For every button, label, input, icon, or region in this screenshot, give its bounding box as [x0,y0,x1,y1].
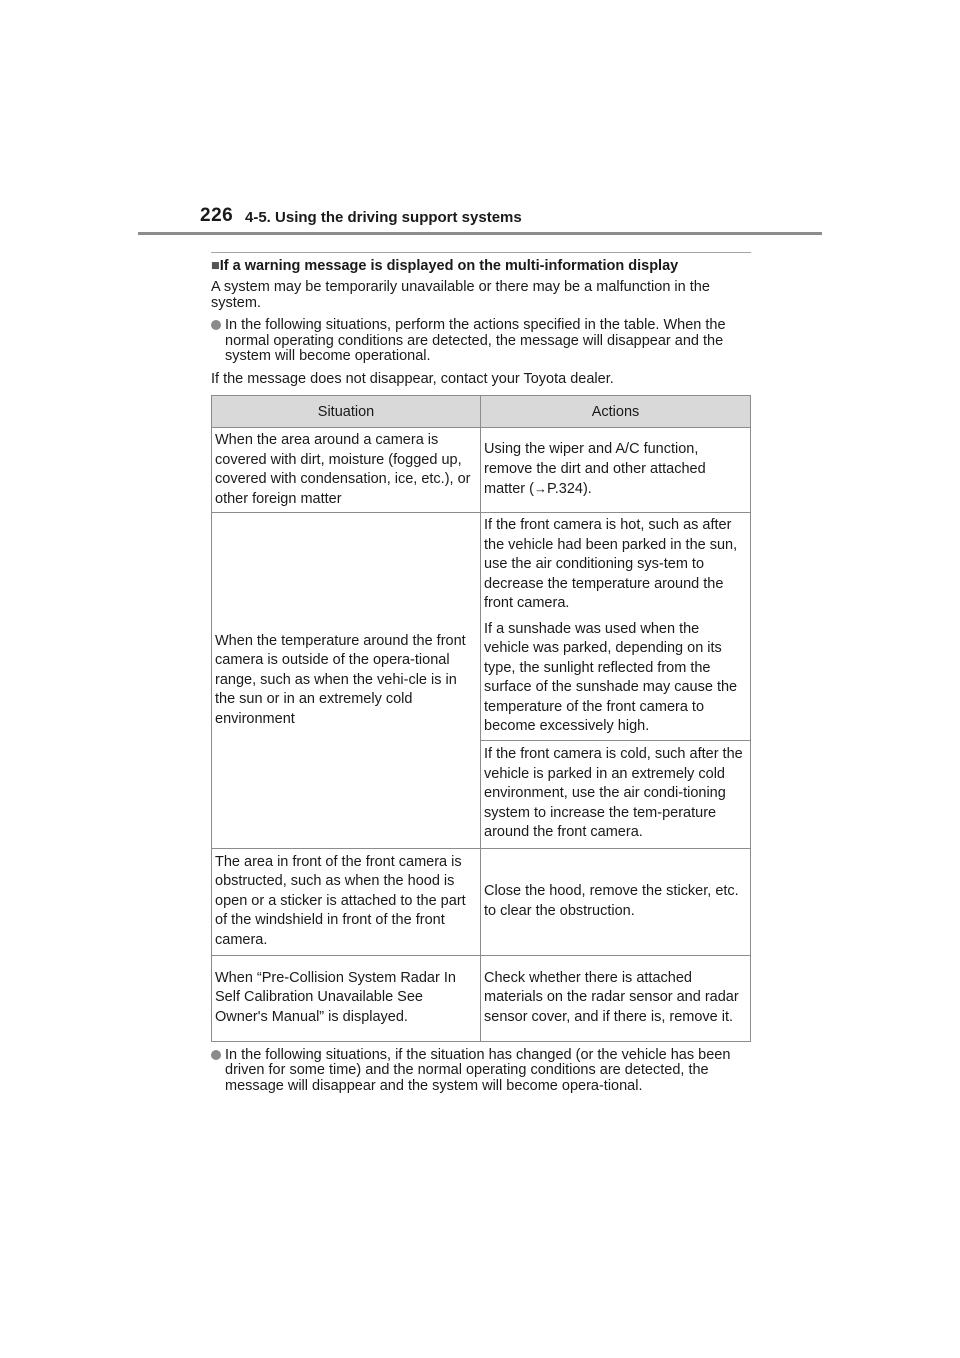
action-cell: Check whether there is attached materials on the radar sensor and radar sensor cover, and if there is, remove it. [481,955,751,1041]
dealer-note: If the message does not disappear, contact your Toyota dealer. [211,370,614,387]
page-reference: P.324). [546,481,592,498]
action-sunshade-text: If a sunshade was used when the vehicle was parked, depending on its type, the sunlight reflected from the surface of the sunshade may cause the temperature of the front camera to become excessively high. [484,620,738,734]
warning-actions-table [211,395,751,1042]
bullet-item [211,318,751,365]
subheading-divider [211,252,751,253]
table-row [212,955,751,1041]
table-row [212,848,751,955]
section-title: 4-5. Using the driving support systems [245,209,522,226]
bullet-item [211,1048,751,1095]
bullet-text: In the following situations, perform the actions specified in the table. When the normal operating conditions are detected, the message will disappear and the system will become operational. [225,317,726,364]
main-content [211,252,751,1101]
column-header-situation: Situation [212,396,481,428]
intro-paragraph: A system may be temporarily unavailable or there may be a malfunction in the system. [211,279,710,311]
arrow-right-icon: → [533,481,547,497]
table-row [212,513,751,741]
page-header [0,0,960,240]
action-cell [481,428,751,513]
action-text: Using the wiper and A/C function, remove the dirt and other attached matter ( [484,441,706,498]
action-cell: If the front camera is cold, such after the vehicle is parked in an extremely cold environment, use the air condi-tioning system to increase the tem-perature around the front camera. [481,740,751,848]
situation-cell: When the area around a camera is covered with dirt, moisture (fogged up, covered with condensation, ice, etc.), or other foreign matter [212,428,481,513]
subheading [211,258,751,275]
action-cell [481,513,751,741]
action-hot-text: If the front camera is hot, such as after the vehicle had been parked in the sun, use the air conditioning sys-tem to decrease the temperature around the front camera. [484,517,738,611]
situation-cell: When the temperature around the front camera is outside of the opera-tional range, such as when the vehi-cle is in the sun or in an extremely cold environment [212,513,481,849]
situation-cell: When “Pre-Collision System Radar In Self Calibration Unavailable See Owner's Manual” is displayed. [212,955,481,1041]
bullet-text: In the following situations, if the situation has changed (or the vehicle has been driven for some time) and the normal operating conditions are detected, the message will disappear and the system will become opera-tional. [225,1046,731,1094]
header-divider [138,232,822,235]
table-header-row [212,396,751,428]
bullet-dot-icon [211,1050,221,1060]
action-cell: Close the hood, remove the sticker, etc. to clear the obstruction. [481,848,751,955]
bullet-dot-icon [211,320,221,330]
table-row [212,428,751,513]
situation-cell: The area in front of the front camera is obstructed, such as when the hood is open or a sticker is attached to the part of the windshield in front of the front camera. [212,848,481,955]
subheading-text: If a warning message is displayed on the multi-information display [219,258,679,274]
square-bullet-icon: ■ [211,258,220,274]
page-number: 226 [200,205,234,226]
column-header-actions: Actions [481,396,751,428]
